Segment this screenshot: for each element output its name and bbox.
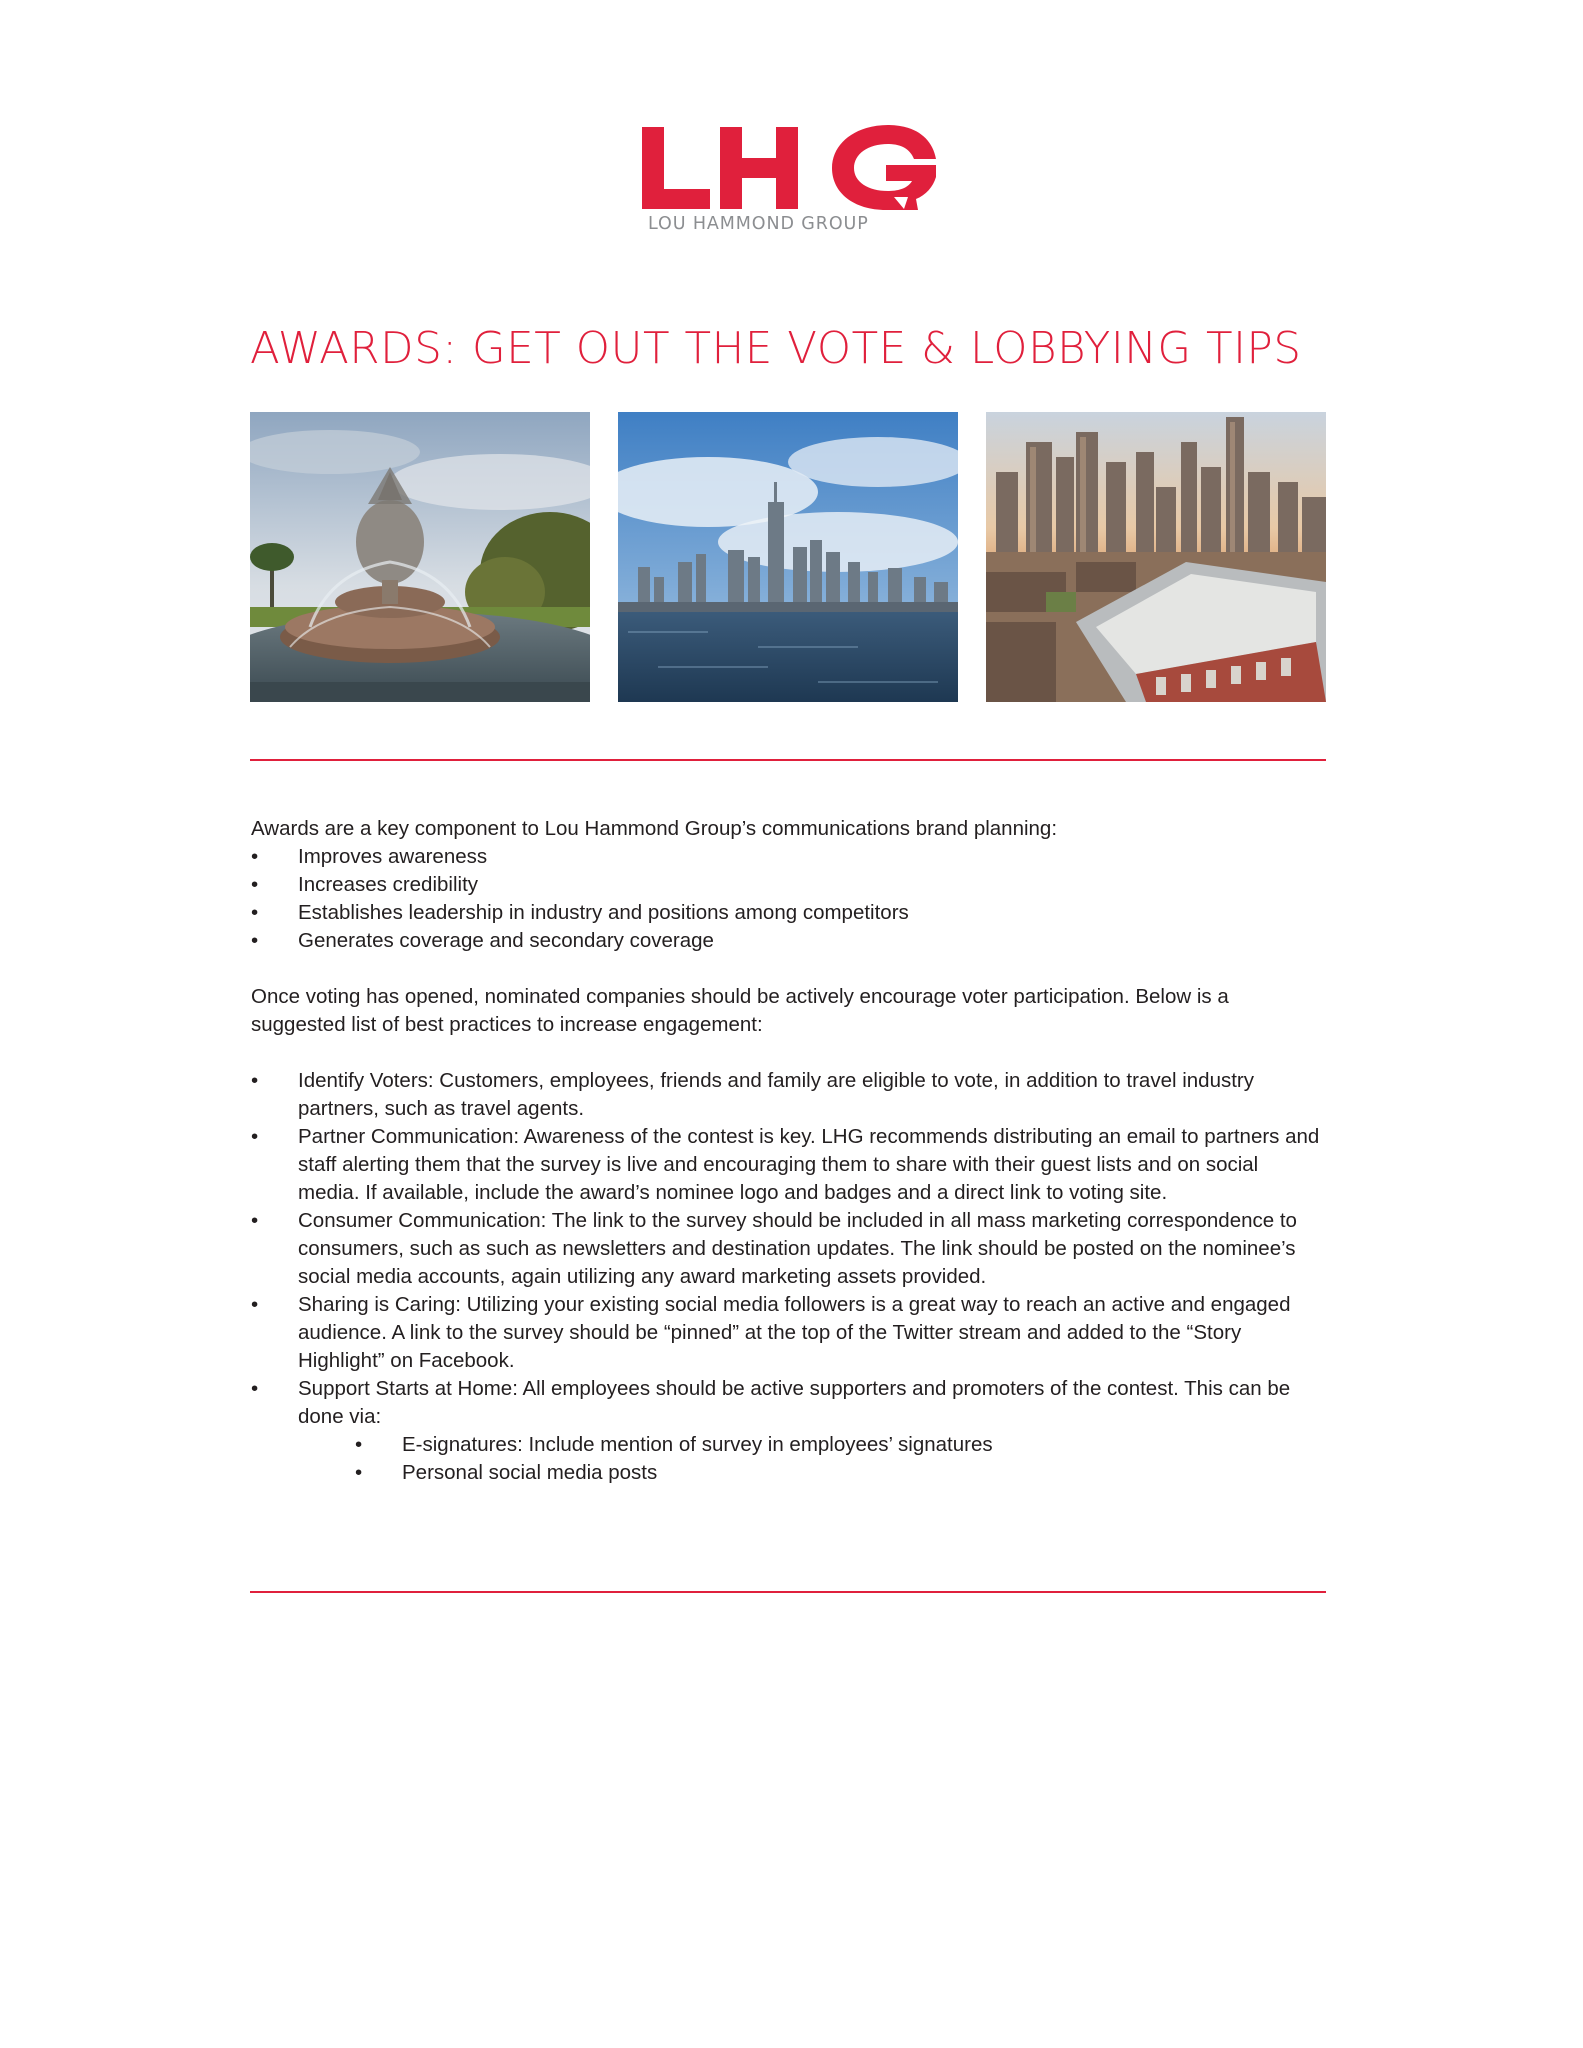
list-item-text: Identify Voters: Customers, employees, friends and family are eligible to vote, in addition to travel industry partners, such as travel agents.	[298, 1069, 1255, 1120]
page-title: AWARDS: GET OUT THE VOTE & LOBBYING TIPS	[250, 323, 1302, 374]
divider-bottom	[250, 1591, 1326, 1593]
logo-subtitle: LOU HAMMOND GROUP	[648, 214, 869, 234]
practices-list	[251, 1067, 1331, 1431]
pineapple-fountain-photo	[250, 412, 590, 702]
list-item	[251, 899, 1331, 927]
bullet: •	[251, 929, 259, 952]
bullet: •	[355, 1461, 363, 1484]
home-sub-list	[251, 1431, 1331, 1487]
bullet: •	[251, 873, 259, 896]
bullet: •	[251, 1125, 259, 1148]
list-item-text: Generates coverage and secondary coverage	[298, 929, 714, 952]
benefits-list	[251, 843, 1331, 955]
list-item	[251, 843, 1331, 871]
list-item-text: Support Starts at Home: All employees should be active supporters and promoters of the contest. This can be done via:	[298, 1377, 1291, 1428]
lhg-logo-mark	[642, 125, 936, 210]
list-item	[251, 871, 1331, 899]
list-item-text: Sharing is Caring: Utilizing your existing social media followers is a great way to reach an active and engaged audience. A link to the survey should be “pinned” at the top of the Twitter stream and added to the “Story Highlight” on Facebook.	[298, 1293, 1291, 1372]
list-item-text: Improves awareness	[298, 845, 488, 868]
voting-paragraph: Once voting has opened, nominated companies should be actively encourage voter participation. Below is a suggested list of best practices to increase engagement:	[251, 985, 1229, 1036]
divider-top	[250, 759, 1326, 761]
downtown-stadium-aerial-photo	[986, 412, 1326, 702]
lhg-logo	[642, 125, 942, 237]
list-item	[251, 1291, 1331, 1375]
list-item	[251, 927, 1331, 955]
bullet: •	[251, 901, 259, 924]
list-item-text: Consumer Communication: The link to the survey should be included in all mass marketing correspondence to consumers, such as such as newsletters and destination updates. The link should be posted on the nominee’s social media accounts, again utilizing any award marketing assets provided.	[298, 1209, 1297, 1288]
city-skyline-waterfront-photo	[618, 412, 958, 702]
list-item	[355, 1459, 1331, 1487]
list-item-text: E-signatures: Include mention of survey in employees’ signatures	[402, 1433, 993, 1456]
list-item-text: Personal social media posts	[402, 1461, 658, 1484]
list-item	[251, 1123, 1331, 1207]
body-text	[251, 815, 1331, 1487]
bullet: •	[251, 1377, 259, 1400]
list-item-text: Establishes leadership in industry and positions among competitors	[298, 901, 909, 924]
list-item-text: Increases credibility	[298, 873, 479, 896]
bullet: •	[355, 1433, 363, 1456]
list-item	[251, 1207, 1331, 1291]
bullet: •	[251, 1293, 259, 1316]
bullet: •	[251, 845, 259, 868]
intro-text: Awards are a key component to Lou Hammond Group’s communications brand planning:	[251, 817, 1058, 840]
list-item-text: Partner Communication: Awareness of the contest is key. LHG recommends distributing an email to partners and staff alerting them that the survey is live and encouraging them to share with their guest lists and on social media. If available, include the award’s nominee logo and badges and a direct link to voting site.	[298, 1125, 1320, 1204]
bullet: •	[251, 1209, 259, 1232]
list-item	[355, 1431, 1331, 1459]
list-item	[251, 1067, 1331, 1123]
bullet: •	[251, 1069, 259, 1092]
list-item	[251, 1375, 1331, 1431]
